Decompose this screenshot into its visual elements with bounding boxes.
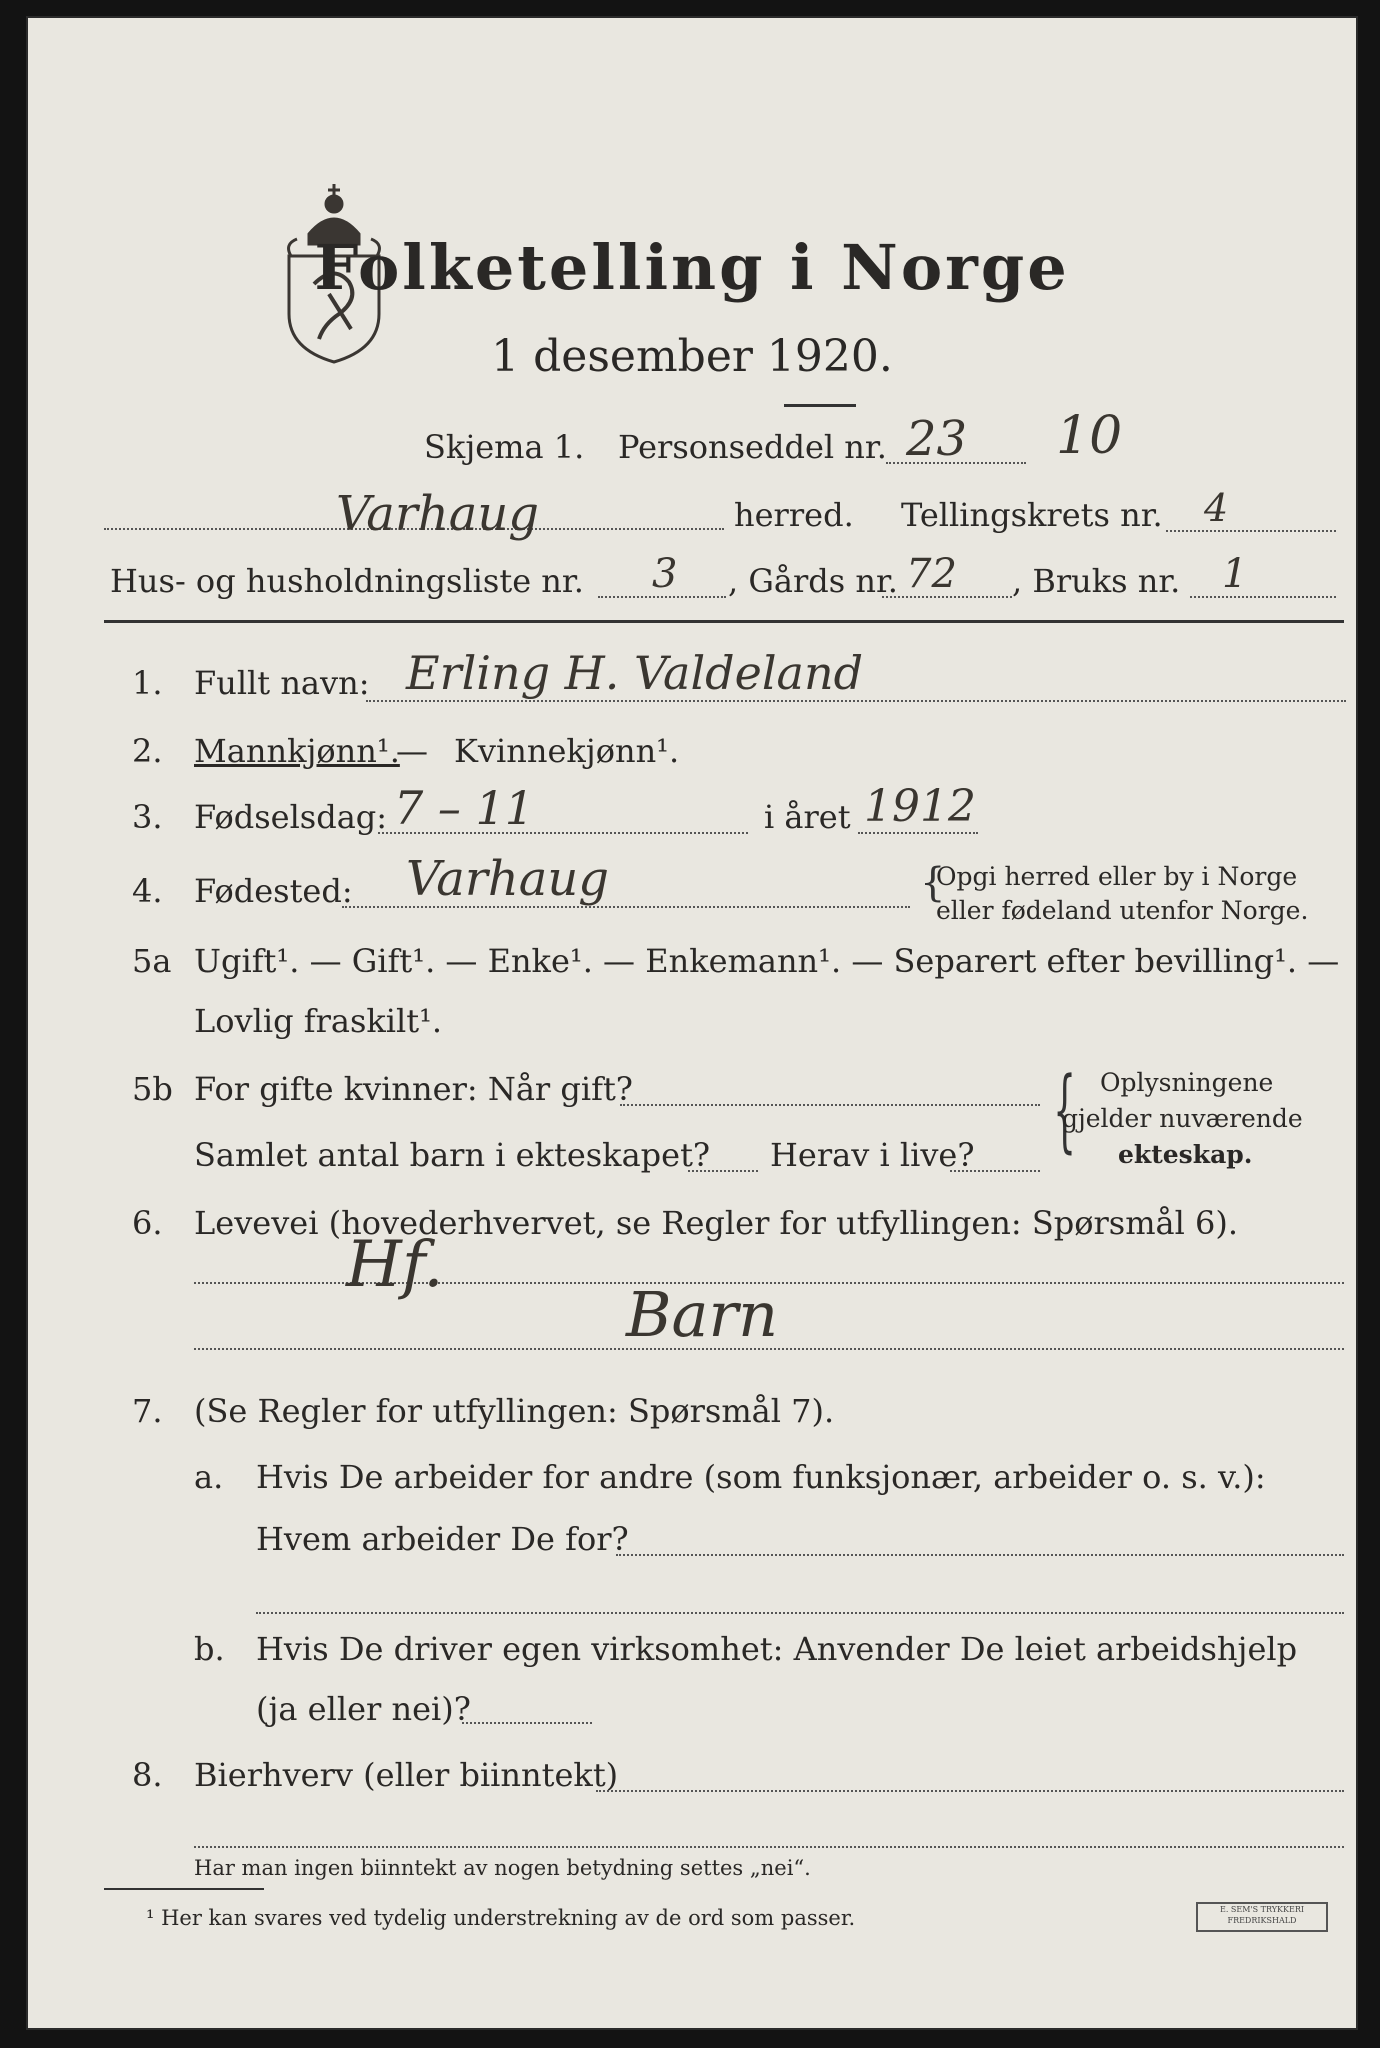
gards-value: 72 — [906, 551, 957, 597]
stamp-line-1: E. SEM'S TRYKKERI — [1219, 1905, 1305, 1914]
marriage-note-3: ekteskap. — [1118, 1140, 1253, 1169]
full-name-value: Erling H. Valdeland — [406, 646, 864, 700]
marriage-note-1: Oplysningene — [1100, 1068, 1274, 1097]
q7-number: 7. — [132, 1392, 163, 1430]
tellingskrets-label: Tellingskrets nr. — [901, 496, 1163, 534]
header-divider — [104, 620, 1344, 623]
birthday-value: 7 – 11 — [394, 781, 535, 835]
q8-number: 8. — [132, 1756, 163, 1794]
bruks-label: , Bruks nr. — [1012, 562, 1181, 600]
when-married-label: For gifte kvinner: Når gift? — [194, 1070, 633, 1108]
birth-year-field[interactable] — [858, 832, 978, 834]
census-form — [26, 16, 1358, 2030]
employer-label: Hvem arbeider De for? — [256, 1520, 629, 1558]
side-income-field-2[interactable] — [194, 1846, 1344, 1848]
q2-number: 2. — [132, 732, 163, 770]
q1-label: Fullt navn: — [194, 664, 370, 702]
when-married-field[interactable] — [620, 1104, 1040, 1106]
q4-number: 4. — [132, 872, 163, 910]
hired-help-field[interactable] — [462, 1722, 592, 1724]
form-title: Folketelling i Norge — [314, 231, 1070, 304]
employer-field[interactable] — [616, 1554, 1344, 1556]
q7a-letter: a. — [194, 1458, 224, 1496]
stamp-line-2: FREDRIKSHALD — [1227, 1916, 1297, 1925]
q4-label: Fødested: — [194, 872, 353, 910]
q5b-number: 5b — [132, 1070, 173, 1108]
birth-year-label: i året — [764, 798, 851, 836]
herred-label: herred. — [734, 496, 854, 534]
husholdningsliste-label: Hus- og husholdningsliste nr. — [110, 562, 584, 600]
marriage-note-2: gjelder nuværende — [1062, 1104, 1303, 1133]
title-divider — [784, 404, 856, 407]
q6-number: 6. — [132, 1204, 163, 1242]
marriage-brace: { — [1053, 1058, 1077, 1163]
q7-label: (Se Regler for utfyllingen: Spørsmål 7). — [194, 1392, 835, 1430]
gender-male-option[interactable]: Mannkjønn¹. — [194, 732, 400, 770]
q3-number: 3. — [132, 798, 163, 836]
gender-female-option[interactable]: Kvinnekjønn¹. — [454, 732, 680, 770]
personseddel-extra: 10 — [1056, 406, 1123, 466]
marital-status-options[interactable]: Ugift¹. — Gift¹. — Enke¹. — Enkemann¹. — Separert efter bevilling¹. — — [194, 942, 1340, 980]
occupation-value-2: Barn — [626, 1278, 779, 1351]
children-alive-field[interactable] — [950, 1170, 1040, 1172]
q7a-label: Hvis De arbeider for andre (som funksjonær, arbeider o. s. v.): — [256, 1458, 1266, 1496]
employer-field-2[interactable] — [256, 1612, 1344, 1614]
q7b-label: Hvis De driver egen virksomhet: Anvender De leiet arbeidshjelp — [256, 1630, 1298, 1668]
side-income-field[interactable] — [596, 1790, 1344, 1792]
bruks-field[interactable] — [1190, 596, 1336, 598]
children-total-label: Samlet antal barn i ekteskapet? — [194, 1136, 711, 1174]
q7b-letter: b. — [194, 1630, 225, 1668]
birthplace-note-2: eller fødeland utenfor Norge. — [936, 896, 1309, 925]
husholdningsliste-value: 3 — [652, 551, 678, 597]
q6-label: Levevei (hovederhvervet, se Regler for utfyllingen: Spørsmål 6). — [194, 1204, 1239, 1242]
q1-number: 1. — [132, 664, 163, 702]
birthplace-note-1: Opgi herred eller by i Norge — [936, 862, 1298, 891]
herred-value: Varhaug — [336, 486, 539, 542]
census-date: 1 desember 1920. — [491, 331, 893, 382]
gards-label: , Gårds nr. — [728, 562, 898, 600]
footnote: ¹ Her kan svares ved tydelig understrekning av de ord som passer. — [146, 1906, 856, 1930]
q5a-number: 5a — [132, 942, 172, 980]
gender-separator: — — [396, 732, 428, 770]
birthplace-value: Varhaug — [406, 851, 609, 907]
children-total-field[interactable] — [688, 1170, 758, 1172]
full-name-field[interactable] — [366, 700, 1346, 702]
personseddel-label: Personseddel nr. — [618, 428, 887, 466]
children-alive-label: Herav i live? — [770, 1136, 975, 1174]
q8-label: Bierhverv (eller biinntekt) — [194, 1756, 619, 1794]
side-income-note: Har man ingen biinntekt av nogen betydning settes „nei“. — [194, 1856, 811, 1880]
hired-help-label: (ja eller nei)? — [256, 1690, 471, 1728]
occupation-value-1: Hf. — [346, 1228, 444, 1302]
skjema-label: Skjema 1. — [424, 428, 585, 466]
footnote-divider — [104, 1888, 264, 1890]
personseddel-value: 23 — [906, 411, 968, 467]
birth-year-value: 1912 — [864, 781, 976, 832]
marital-status-divorced[interactable]: Lovlig fraskilt¹. — [194, 1002, 443, 1040]
printer-stamp — [1196, 1902, 1328, 1932]
q3-label: Fødselsdag: — [194, 798, 388, 836]
birthplace-brace: { — [920, 860, 946, 906]
tellingskrets-field[interactable] — [1166, 530, 1336, 532]
tellingskrets-value: 4 — [1204, 486, 1229, 530]
bruks-value: 1 — [1222, 551, 1248, 597]
